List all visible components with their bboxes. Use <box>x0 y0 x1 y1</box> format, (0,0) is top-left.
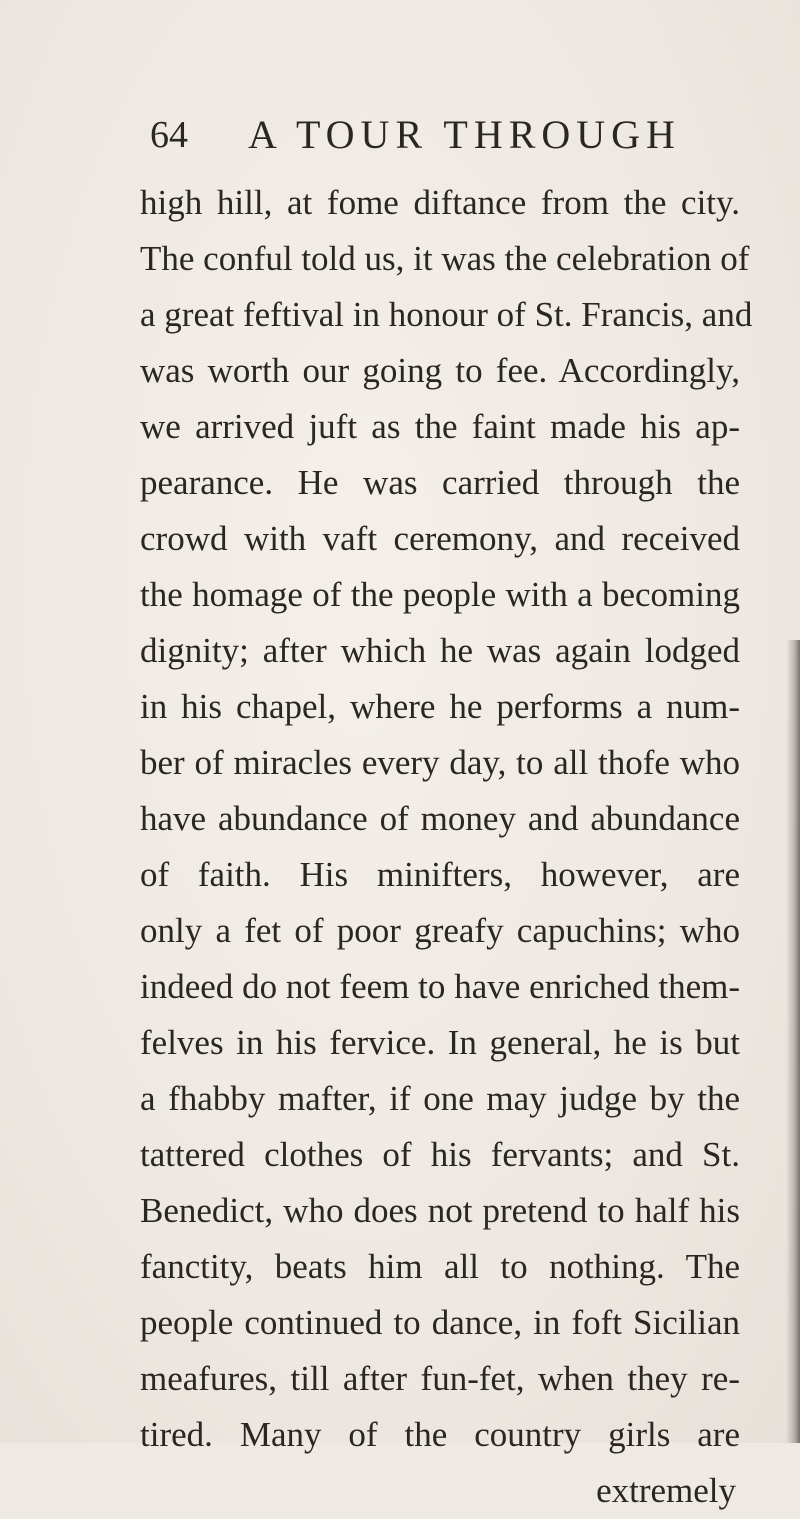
text-line: people continued to dance, in foft Sicilian <box>140 1303 740 1342</box>
page-header <box>150 105 710 165</box>
text-line: a fhabby mafter, if one may judge by the <box>140 1079 740 1118</box>
text-line: dignity; after which he was again lodged <box>140 631 740 670</box>
text-line: we arrived juft as the faint made his ap- <box>140 407 740 446</box>
text-line: high hill, at fome diftance from the city. <box>140 183 740 222</box>
catchword: extremely <box>596 1471 736 1510</box>
text-line: fanctity, beats him all to nothing. The <box>140 1247 740 1286</box>
text-line: felves in his fervice. In general, he is but <box>140 1023 740 1062</box>
text-line: crowd with vaft ceremony, and received <box>140 519 740 558</box>
text-line: a great feftival in honour of St. Francis, and <box>140 295 753 334</box>
page-number: 64 <box>150 114 188 156</box>
page-edge-shadow <box>786 640 800 1443</box>
text-line: ber of miracles every day, to all thofe who <box>140 743 740 782</box>
text-line: have abundance of money and abundance <box>140 799 740 838</box>
text-line: pearance. He was carried through the <box>140 463 740 502</box>
text-line: tattered clothes of his fervants; and St. <box>140 1135 740 1174</box>
text-line: Benedict, who does not pretend to half his <box>140 1191 740 1230</box>
body-text <box>140 175 753 1519</box>
text-line: in his chapel, where he performs a num- <box>140 687 740 726</box>
text-line: meafures, till after fun-fet, when they re- <box>140 1359 740 1398</box>
text-line: was worth our going to fee. Accordingly, <box>140 351 740 390</box>
running-head: A TOUR THROUGH <box>248 112 681 157</box>
text-line: indeed do not feem to have enriched them- <box>140 967 740 1006</box>
text-line: tired. Many of the country girls are <box>140 1415 740 1454</box>
text-line: The conful told us, it was the celebration of <box>140 239 750 278</box>
text-line: of faith. His minifters, however, are <box>140 855 740 894</box>
text-line: the homage of the people with a becoming <box>140 575 740 614</box>
text-line: only a fet of poor greafy capuchins; who <box>140 911 740 950</box>
